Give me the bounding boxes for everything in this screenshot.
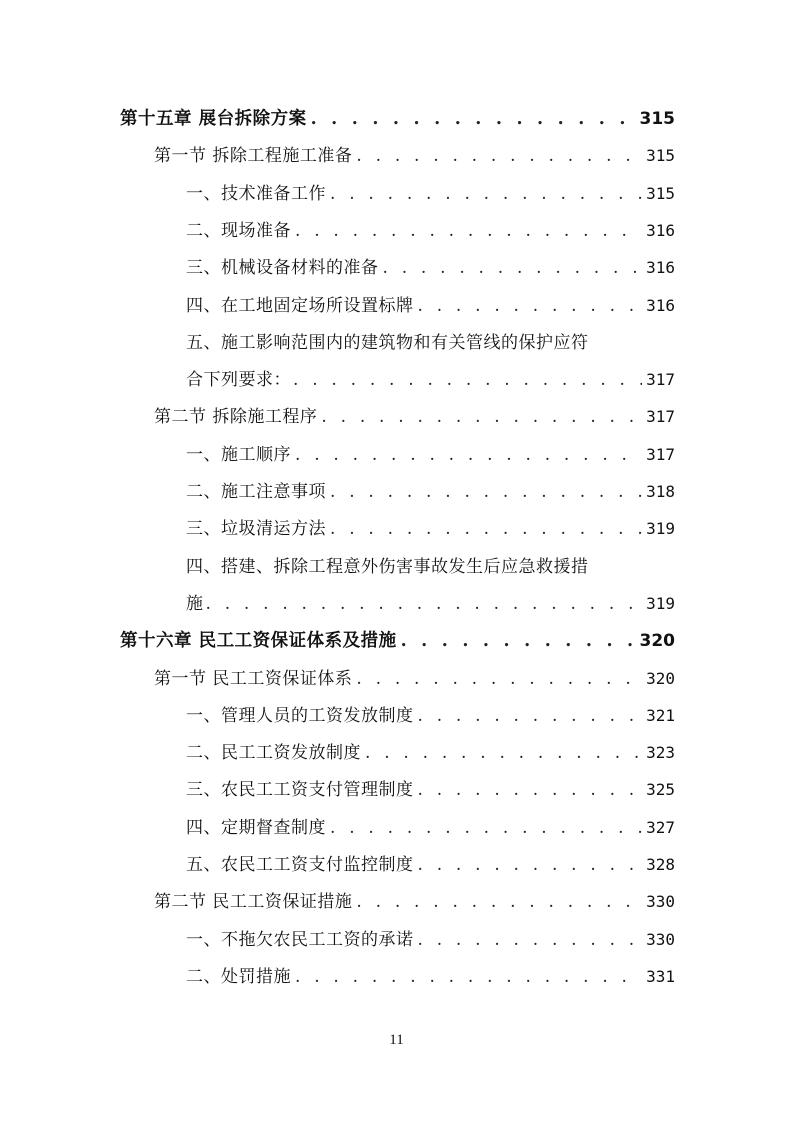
toc-subsection-entry[interactable]	[186, 253, 675, 283]
toc-entry-title-continuation: 合下列要求：	[186, 370, 291, 391]
toc-entry-title: 第二节 民工工资保证措施	[154, 892, 353, 913]
toc-dot-leader	[365, 738, 642, 768]
toc-dot-leader	[418, 925, 643, 955]
toc-entry-title: 二、现场准备	[186, 220, 291, 241]
toc-page-number: 327	[646, 817, 675, 837]
toc-entry-title: 二、处罚措施	[186, 966, 291, 987]
toc-page-number: 315	[646, 183, 675, 203]
toc-chapter-entry[interactable]	[120, 626, 675, 656]
toc-entry-continuation[interactable]	[186, 365, 675, 395]
toc-page-number: 317	[646, 407, 675, 427]
toc-page-number: 315	[639, 109, 675, 129]
toc-dot-leader	[418, 775, 643, 805]
toc-entry-title: 一、技术准备工作	[186, 183, 326, 204]
toc-page-number: 317	[646, 370, 675, 390]
toc-entry-title: 一、管理人员的工资发放制度	[186, 705, 414, 726]
toc-dot-leader	[206, 589, 643, 619]
toc-page-number: 320	[639, 631, 675, 652]
toc-entry-title: 一、不拖欠农民工工资的承诺	[186, 929, 414, 950]
toc-dot-leader	[356, 887, 642, 917]
toc-entry-title-continuation: 施	[186, 593, 204, 614]
toc-subsection-entry[interactable]	[186, 216, 675, 246]
toc-entry-title: 三、农民工工资支付管理制度	[186, 780, 414, 801]
toc-page-number: 318	[646, 482, 675, 501]
toc-page-number: 319	[646, 593, 675, 613]
toc-subsection-entry[interactable]	[186, 850, 675, 880]
toc-subsection-entry[interactable]	[186, 328, 675, 358]
toc-subsection-entry[interactable]	[186, 291, 675, 321]
toc-dot-leader	[330, 179, 642, 209]
toc-entry-title: 四、定期督查制度	[186, 817, 326, 838]
toc-dot-leader	[330, 813, 642, 843]
toc-page-number: 316	[646, 258, 675, 278]
toc-page-number: 319	[646, 519, 675, 539]
toc-entry-title: 二、民工工资发放制度	[186, 743, 361, 764]
toc-dot-leader	[321, 402, 642, 432]
toc-page-number: 321	[646, 705, 675, 725]
toc-page-number: 330	[646, 892, 675, 912]
toc-dot-leader	[401, 626, 636, 656]
toc-dot-leader	[293, 365, 642, 395]
toc-entry-title: 第一节 拆除工程施工准备	[154, 146, 353, 167]
toc-entry-title: 五、施工影响范围内的建筑物和有关管线的保护应符	[186, 332, 589, 353]
toc-dot-leader	[356, 664, 642, 694]
toc-page-number: 317	[646, 444, 675, 464]
toc-entry-title: 四、在工地固定场所设置标牌	[186, 295, 414, 316]
toc-page-number: 325	[646, 780, 675, 800]
toc-subsection-entry[interactable]	[186, 775, 675, 805]
toc-entry-title: 三、垃圾清运方法	[186, 519, 326, 540]
toc-subsection-entry[interactable]	[186, 962, 675, 992]
toc-entry-title: 第十五章 展台拆除方案	[120, 109, 307, 129]
toc-section-entry[interactable]	[154, 664, 675, 694]
toc-dot-leader	[418, 291, 643, 321]
toc-dot-leader	[311, 104, 636, 134]
toc-section-entry[interactable]	[154, 402, 675, 432]
toc-entry-title: 五、农民工工资支付监控制度	[186, 855, 414, 875]
toc-page-number: 320	[646, 668, 675, 688]
toc-subsection-entry[interactable]	[186, 738, 675, 768]
page-number: 11	[389, 1032, 404, 1048]
toc-subsection-entry[interactable]	[186, 701, 675, 731]
toc-page-number: 323	[646, 743, 675, 763]
toc-subsection-entry[interactable]	[186, 813, 675, 843]
toc-entry-title: 第十六章 民工工资保证体系及措施	[120, 631, 397, 652]
toc-page-number: 328	[646, 855, 675, 874]
toc-chapter-entry[interactable]	[120, 104, 675, 134]
toc-subsection-entry[interactable]	[186, 514, 675, 544]
toc-subsection-entry[interactable]	[186, 552, 675, 582]
toc-subsection-entry[interactable]	[186, 440, 675, 470]
toc-entry-title: 四、搭建、拆除工程意外伤害事故发生后应急救援措	[186, 556, 589, 577]
toc-dot-leader	[383, 253, 643, 283]
toc-dot-leader	[295, 962, 642, 992]
toc-page-number: 316	[646, 220, 675, 240]
toc-dot-leader	[356, 141, 642, 171]
toc-entry-title: 三、机械设备材料的准备	[186, 258, 379, 279]
toc-entry-title: 二、施工注意事项	[186, 482, 326, 502]
toc-entry-title: 第二节 拆除施工程序	[154, 407, 318, 428]
toc-entry-title: 一、施工顺序	[186, 444, 291, 465]
toc-subsection-entry[interactable]	[186, 179, 675, 209]
toc-page-number: 330	[646, 929, 675, 949]
toc-page-number: 331	[646, 966, 675, 986]
toc-page-number: 316	[646, 295, 675, 315]
toc-dot-leader	[295, 440, 642, 470]
toc-subsection-entry[interactable]	[186, 477, 675, 507]
toc-entry-title: 第一节 民工工资保证体系	[154, 668, 353, 689]
toc-dot-leader	[418, 701, 643, 731]
toc-dot-leader	[330, 514, 642, 544]
toc-dot-leader	[295, 216, 642, 246]
toc-section-entry[interactable]	[154, 141, 675, 171]
toc-section-entry[interactable]	[154, 887, 675, 917]
toc-entry-continuation[interactable]	[186, 589, 675, 619]
toc-subsection-entry[interactable]	[186, 925, 675, 955]
toc-dot-leader	[418, 850, 643, 880]
toc-dot-leader	[330, 477, 642, 507]
toc-page-number: 315	[646, 146, 675, 166]
